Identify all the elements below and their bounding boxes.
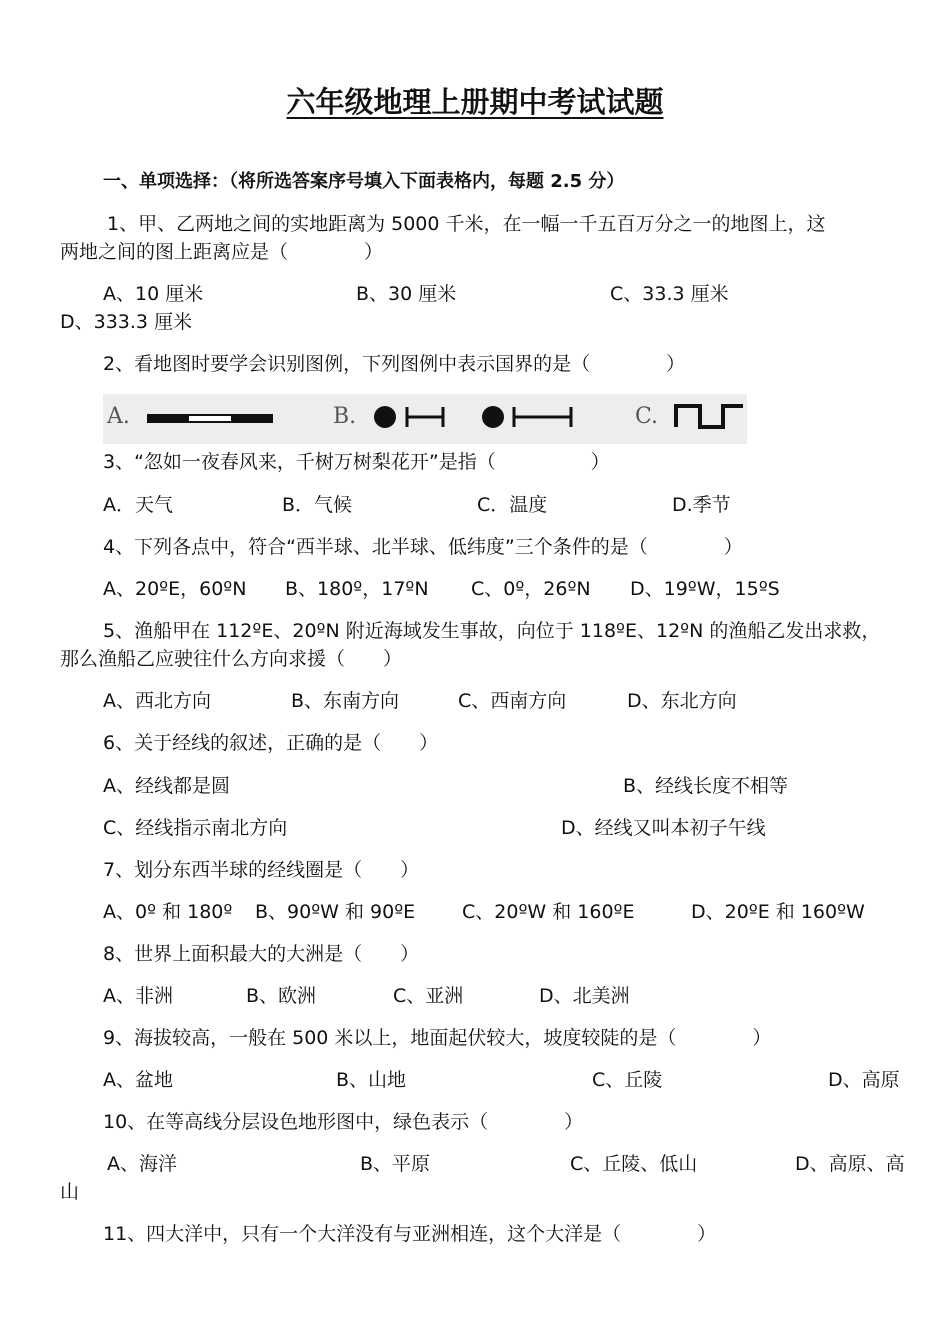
q8-option-d: D、北美洲 [539,985,630,1007]
legend-symbol-b [374,406,572,428]
q1-option-b: B、30 厘米 [356,283,457,305]
q1-option-a: A、10 厘米 [103,283,204,305]
q10-option-d: D、高原、高 [795,1153,905,1175]
question-6: 6、关于经线的叙述，正确的是（ ） [103,732,439,754]
q5-option-c: C、西南方向 [458,690,567,712]
q8-option-a: A、非洲 [103,985,173,1007]
question-4: 4、下列各点中，符合“西半球、北半球、低纬度”三个条件的是（ ） [103,536,743,558]
legend-label-a: A. [107,404,130,429]
q6-option-b: B、经线长度不相等 [623,775,789,797]
q10-option-c: C、丘陵、低山 [570,1153,698,1175]
question-9: 9、海拔较高，一般在 500 米以上，地面起伏较大，坡度较陡的是（ ） [103,1027,772,1049]
question-7: 7、划分东西半球的经线圈是（ ） [103,859,420,881]
exam-title: 六年级地理上册期中考试试题 [286,85,664,119]
legend-symbol-c [676,406,743,427]
q4-option-b: B、180º，17ºN [285,578,429,600]
question-10: 10、在等高线分层设色地形图中，绿色表示（ ） [103,1111,584,1133]
q9-option-c: C、丘陵 [592,1069,663,1091]
q5-option-b: B、东南方向 [291,690,400,712]
legend-label-c: C. [635,404,659,429]
q9-option-b: B、山地 [336,1069,407,1091]
q3-option-d: D.季节 [672,494,731,516]
question-5-line-2: 那么渔船乙应驶往什么方向求援（ ） [60,648,403,670]
q10-option-a: A、海洋 [107,1153,177,1175]
q5-option-a: A、西北方向 [103,690,211,712]
legend-symbol-a [147,414,273,423]
q10-option-d-continued: 山 [60,1181,80,1203]
q1-option-c: C、33.3 厘米 [610,283,729,305]
q6-option-a: A、经线都是圆 [103,775,230,797]
q7-option-c: C、20ºW 和 160ºE [462,901,635,923]
q6-option-d: D、经线又叫本初子午线 [561,817,766,839]
q7-option-d: D、20ºE 和 160ºW [691,901,865,923]
question-1-line-1: 1、甲、乙两地之间的实地距离为 5000 千米，在一幅一千五百万分之一的地图上，这 [107,213,826,235]
q4-option-a: A、20ºE，60ºN [103,578,247,600]
section-heading: 一、单项选择：（将所选答案序号填入下面表格内，每题 2.5 分） [103,171,625,192]
q3-option-b: B．气候 [282,494,353,516]
question-2: 2、看地图时要学会识别图例，下列图例中表示国界的是（ ） [103,353,686,375]
question-1-line-2: 两地之间的图上距离应是（ ） [60,241,384,263]
map-legend-figure [103,394,747,444]
q5-option-d: D、东北方向 [627,690,737,712]
q7-option-b: B、90ºW 和 90ºE [255,901,416,923]
question-11: 11、四大洋中，只有一个大洋没有与亚洲相连，这个大洋是（ ） [103,1223,717,1245]
question-8: 8、世界上面积最大的大洲是（ ） [103,943,420,965]
q9-option-a: A、盆地 [103,1069,173,1091]
question-3: 3、“忽如一夜春风来，千树万树梨花开”是指（ ） [103,451,610,473]
q4-option-d: D、19ºW，15ºS [630,578,780,600]
q4-option-c: C、0º，26ºN [471,578,591,600]
legend-symbols [103,394,747,444]
q6-option-c: C、经线指示南北方向 [103,817,288,839]
q3-option-a: A．天气 [103,494,173,516]
q8-option-b: B、欧洲 [246,985,317,1007]
q1-option-d: D、333.3 厘米 [60,311,193,333]
q9-option-d: D、高原 [828,1069,900,1091]
q3-option-c: C．温度 [477,494,548,516]
legend-label-b: B. [333,404,357,429]
question-5-line-1: 5、渔船甲在 112ºE、20ºN 附近海域发生事故，向位于 118ºE、12ºN 的渔船乙发出求救， [103,620,881,642]
q10-option-b: B、平原 [360,1153,431,1175]
q8-option-c: C、亚洲 [393,985,464,1007]
q7-option-a: A、0º 和 180º [103,901,233,923]
